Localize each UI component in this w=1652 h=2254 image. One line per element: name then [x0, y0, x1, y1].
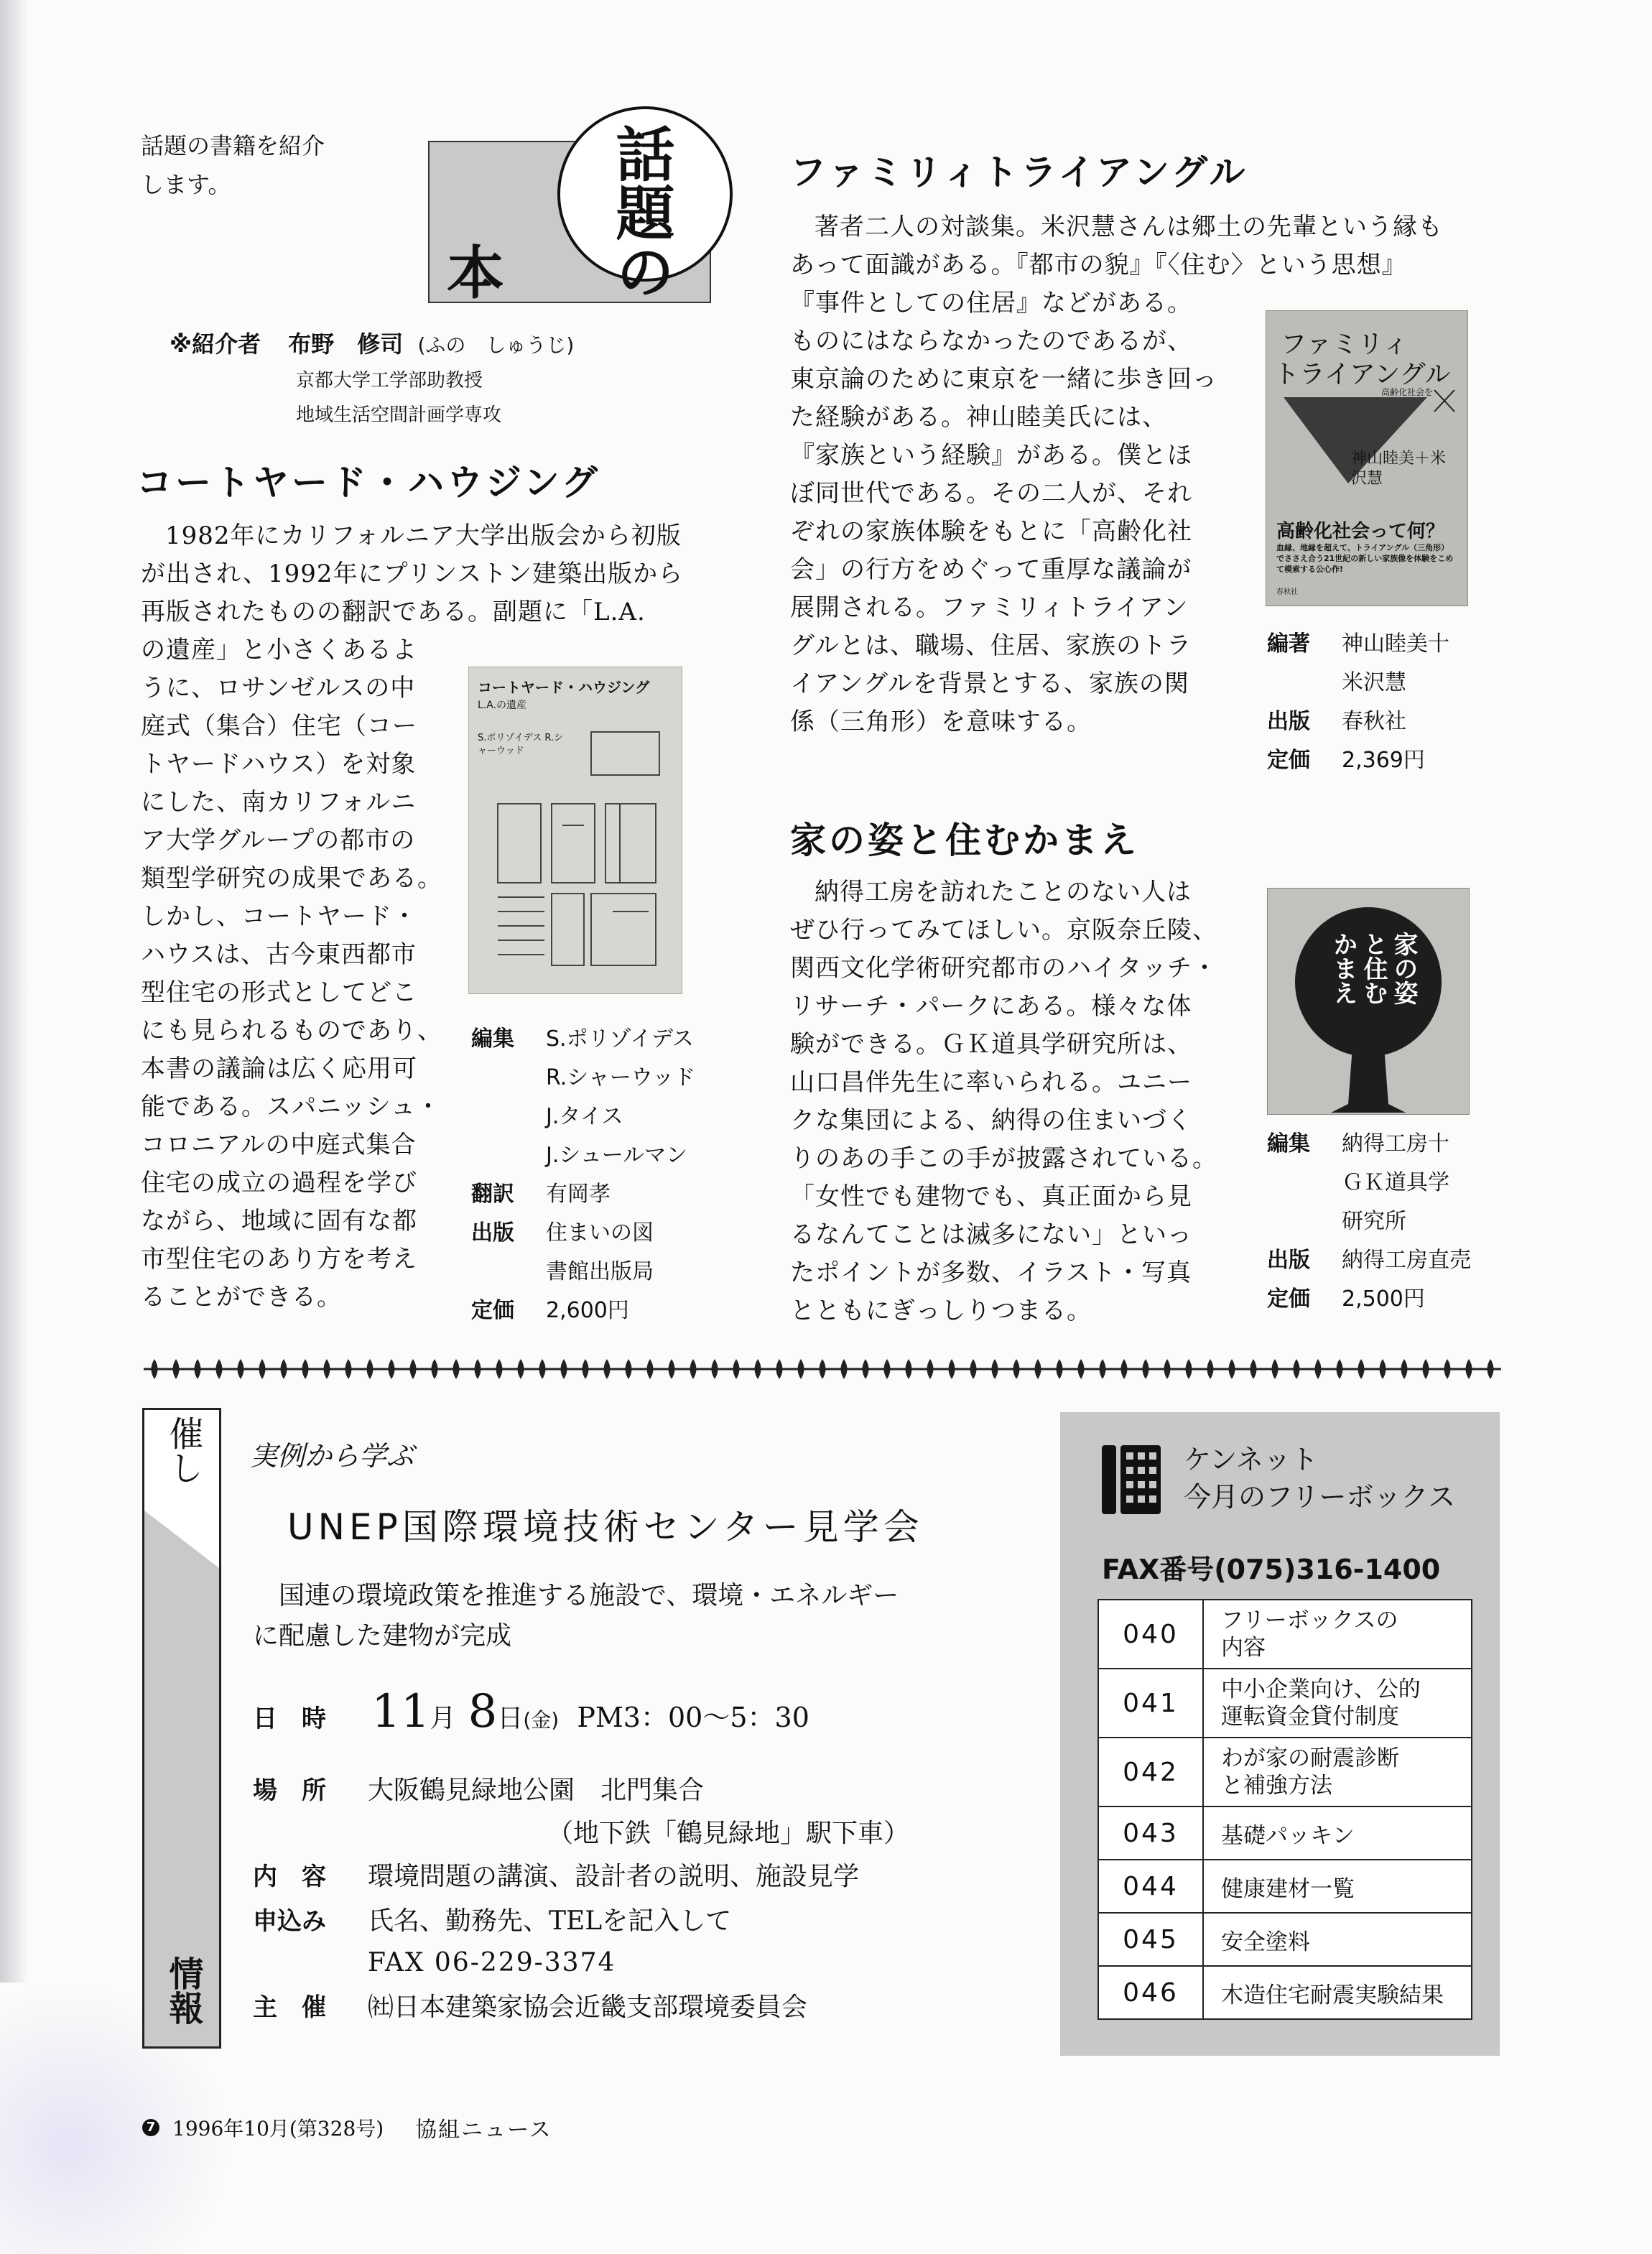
body-line: にした、南カリフォルニ — [141, 788, 417, 817]
cover-col2: と住む — [1359, 932, 1388, 1005]
date-day-unit: 日 — [497, 1704, 524, 1733]
intro-line: 話題の書籍を紹介 — [141, 132, 325, 159]
spec-value: 研究所 — [1342, 1209, 1406, 1234]
body-line: 本書の議論は広く応用可 — [141, 1054, 417, 1083]
body-line: 山口昌伴先生に率いられる。ユニー — [790, 1068, 1192, 1097]
box-title — [1203, 1738, 1472, 1807]
spec-key — [471, 1136, 546, 1175]
content-value: 環境問題の講演、設計者の説明、施設見学 — [368, 1862, 860, 1891]
spec-row — [1267, 1202, 1526, 1241]
page-number: 7 — [142, 2119, 159, 2136]
spec-key: 翻訳 — [471, 1182, 514, 1207]
footer — [142, 2112, 552, 2143]
body-line: 「女性でも建物でも、真正面から見 — [790, 1182, 1192, 1211]
spec-value: 書館出版局 — [546, 1259, 654, 1284]
body-line: 住宅の成立の過程を学び — [141, 1169, 417, 1197]
book3-title: 家の姿と住むかまえ — [790, 820, 1139, 861]
table-row — [1098, 1807, 1472, 1860]
date-month-num: 11 — [371, 1685, 430, 1738]
introducer-reading: (ふの しゅうじ) — [417, 333, 575, 357]
book2-body-narrow — [790, 323, 1217, 741]
spec-row — [471, 1136, 701, 1175]
spec-key — [471, 1098, 546, 1136]
spec-row — [1267, 1241, 1526, 1280]
table-row — [1098, 1860, 1472, 1913]
box-number: 040 — [1098, 1600, 1203, 1669]
spec-value: 2,600円 — [546, 1298, 629, 1323]
introducer-name: 布野 修司 — [288, 330, 404, 358]
spec-value: S.ポリゾイデス — [546, 1026, 694, 1052]
body-line: リサーチ・パークにある。様々な体 — [790, 992, 1192, 1021]
spec-row — [1267, 1280, 1526, 1319]
spec-key: 定価 — [471, 1298, 514, 1323]
spec-key — [1267, 664, 1342, 702]
body-line: るなんてことは滅多にない」といっ — [790, 1220, 1192, 1249]
body-line: 型住宅の形式としてどこ — [141, 978, 417, 1007]
cover-subtitle: 高齢化社会を — [1381, 387, 1434, 397]
body-line: にも見られるものであり、 — [141, 1016, 442, 1045]
book2-specs — [1267, 625, 1504, 780]
spec-key: 定価 — [1267, 1286, 1310, 1312]
body-line: 『家族という経験』がある。僕とほ — [790, 441, 1192, 470]
cover-col1: 家の姿 — [1389, 932, 1418, 1005]
table-row — [1098, 1913, 1472, 1966]
host-row — [253, 1984, 909, 2031]
content-row — [253, 1853, 909, 1901]
spec-key: 編集 — [1267, 1131, 1310, 1156]
table-row — [1098, 1738, 1472, 1807]
body-line: トヤードハウス）を対象 — [141, 750, 417, 779]
body-line: 東京論のために東京を一緒に歩き回っ — [790, 365, 1217, 394]
box-title-line: と補強方法 — [1221, 1773, 1332, 1799]
spec-key: 定価 — [1267, 748, 1310, 773]
apply-value: 氏名、勤務先、TELを記入して — [368, 1906, 732, 1936]
spec-row — [471, 1020, 701, 1059]
cover-publisher: 春秋社 — [1276, 588, 1298, 596]
spec-key: 編集 — [471, 1026, 514, 1052]
kennet-title-line2: 今月のフリーボックス — [1184, 1481, 1456, 1513]
spec-row — [1267, 741, 1504, 780]
spec-value: 春秋社 — [1342, 709, 1406, 734]
body-line: しかし、コートヤード・ — [141, 902, 417, 931]
cover-title: コートヤード・ハウジング — [478, 679, 650, 696]
book1-cover — [468, 667, 682, 994]
description-line: 国連の環境政策を推進する施設で、環境・エネルギー — [279, 1581, 899, 1610]
box-title-line: フリーボックスの — [1221, 1608, 1398, 1633]
description-line: に配慮した建物が完成 — [253, 1621, 512, 1651]
box-title — [1203, 1913, 1472, 1966]
date-weekday: (金) — [523, 1708, 560, 1732]
book2-title: ファミリィトライアングル — [790, 152, 1248, 193]
box-number: 045 — [1098, 1913, 1203, 1966]
kennet-title-line1: ケンネット — [1184, 1444, 1318, 1475]
cover-plan-drawings — [483, 725, 670, 983]
place-label: 場 所 — [253, 1776, 326, 1805]
date-time: PM3：00～5：30 — [577, 1702, 809, 1733]
body-line: グルとは、職場、住居、家族のトラ — [790, 631, 1192, 660]
body-line: 係（三角形）を意味する。 — [790, 708, 1092, 736]
body-line: が出され、1992年にプリンストン建築出版から — [141, 560, 684, 588]
body-line: た経験がある。神山睦美氏には、 — [790, 403, 1167, 432]
body-line: ハウスは、古今東西都市 — [141, 940, 417, 969]
book1-specs — [471, 1020, 701, 1330]
book2-cover — [1266, 310, 1468, 606]
box-number: 042 — [1098, 1738, 1203, 1807]
affiliation-line: 京都大学工学部助教授 — [296, 370, 483, 391]
box-title — [1203, 1669, 1472, 1738]
body-line: イアングルを背景とする、家族の関 — [790, 669, 1189, 698]
side-label-bottom: 情報 — [163, 1956, 203, 2025]
spec-row — [1267, 1164, 1526, 1202]
body-line: あって面識がある。『都市の貌』『〈住む〉という思想』 — [790, 251, 1407, 279]
spec-key — [471, 1059, 546, 1098]
box-title — [1203, 1807, 1472, 1860]
body-line: りのあの手この手が披露されている。 — [790, 1144, 1217, 1173]
body-line: 『事件としての住居』などがある。 — [790, 289, 1192, 317]
spec-value: 有岡孝 — [546, 1182, 611, 1207]
publication-name: 協組ニュース — [415, 2118, 552, 2143]
body-line: コロニアルの中庭式集合 — [141, 1131, 417, 1159]
badge-circle-text: 話題の — [606, 124, 674, 300]
event-date-row — [253, 1685, 809, 1738]
body-line: ぞれの家族体験をもとに「高齢化社 — [790, 517, 1192, 546]
box-title-line: 内容 — [1221, 1635, 1266, 1661]
body-line: たポイントが多数、イラスト・写真 — [790, 1258, 1192, 1287]
spec-row — [471, 1214, 701, 1253]
book1-body-full — [141, 517, 683, 631]
side-label-top: 催し — [163, 1416, 203, 1485]
body-line: とともにぎっしりつまる。 — [790, 1297, 1092, 1325]
body-line: の遺産」と小さくあるよ — [141, 636, 417, 664]
spec-value: 2,500円 — [1342, 1286, 1425, 1312]
body-line: ア大学グループの都市の — [141, 826, 416, 855]
date-label: 日 時 — [253, 1705, 326, 1733]
intro-text — [141, 126, 325, 204]
body-line: 納得工房を訪れたことのない人は — [815, 878, 1192, 906]
freebox-table — [1098, 1599, 1472, 2020]
body-line: うに、ロサンゼルスの中 — [141, 674, 416, 702]
place-note: （地下鉄「鶴見緑地」駅下車） — [547, 1819, 910, 1848]
spec-key — [1267, 1164, 1342, 1202]
place-row — [253, 1767, 909, 1814]
introducer-label: ※紹介者 — [170, 330, 261, 358]
book3-cover — [1267, 888, 1470, 1115]
book3-specs — [1267, 1125, 1526, 1319]
table-row — [1098, 1966, 1472, 2019]
kennet-panel — [1060, 1412, 1500, 2056]
host-label: 主 催 — [253, 1993, 326, 2022]
side-label-wedge — [144, 1410, 219, 2046]
date-month-unit: 月 — [430, 1704, 456, 1733]
box-title-line: 健康建材一覧 — [1221, 1875, 1355, 1902]
body-line: ながら、地域に固有な都 — [141, 1207, 417, 1235]
box-title-line: 運転資金貸付制度 — [1221, 1704, 1399, 1730]
event-description — [253, 1576, 899, 1656]
fax-row — [253, 1942, 909, 1984]
event-title: UNEP国際環境技術センター見学会 — [287, 1506, 924, 1548]
body-line: 市型住宅のあり方を考え — [141, 1245, 417, 1274]
cover-subtitle: L.A.の遺産 — [478, 700, 527, 711]
host-value: ㈳日本建築家協会近畿支部環境委員会 — [368, 1993, 808, 2022]
box-title-line: 木造住宅耐震実験結果 — [1221, 1982, 1444, 2008]
apply-label: 申込み — [253, 1907, 326, 1936]
issue-date: 1996年10月(第328号) — [172, 2117, 384, 2141]
fax-value: FAX 06-229-3374 — [368, 1948, 616, 1977]
spec-value: 神山睦美十 — [1342, 631, 1449, 657]
spec-row — [471, 1059, 701, 1098]
body-line: 関西文化学術研究都市のハイタッチ・ — [790, 954, 1217, 983]
body-line: クな集団による、納得の住まいづく — [790, 1106, 1192, 1135]
spec-key: 出版 — [1267, 1248, 1310, 1273]
box-title — [1203, 1966, 1472, 2019]
ornament-divider — [144, 1356, 1501, 1382]
body-line: ぼ同世代である。その二人が、それ — [790, 479, 1192, 508]
body-line: ものにはならなかったのであるが、 — [790, 327, 1192, 356]
cover-tagline: 高齢化社会って何？ — [1276, 521, 1445, 542]
cover-authors: S.ポリゾイデス R.シャーウッド — [478, 733, 564, 756]
cover-authors: 神山睦美＋米沢慧 — [1351, 450, 1447, 488]
body-line: 著者二人の対談集。米沢慧さんは郷土の先輩という縁も — [815, 213, 1443, 241]
spec-key — [1267, 1202, 1342, 1241]
spec-value: 住まいの図 — [546, 1220, 654, 1246]
introducer-affiliation — [296, 363, 501, 432]
spec-row — [471, 1291, 701, 1330]
spec-value: ＧＫ道具学 — [1342, 1170, 1449, 1195]
spec-value: 納得工房十 — [1342, 1131, 1449, 1156]
affiliation-line: 地域生活空間計画学専攻 — [296, 404, 502, 426]
event-side-label — [142, 1408, 221, 2049]
badge-main-char: 本 — [447, 239, 504, 307]
body-line: 庭式（集合）住宅（コー — [141, 712, 417, 741]
spec-key: 出版 — [1267, 709, 1310, 734]
box-title-line: 基礎パッキン — [1221, 1822, 1355, 1849]
body-line: ぜひ行ってみてほしい。京阪奈丘陵、 — [790, 916, 1217, 945]
body-line: 展開される。ファミリィトライアン — [790, 593, 1189, 622]
box-title-line: 安全塗料 — [1221, 1929, 1310, 1955]
body-line: ることができる。 — [141, 1283, 342, 1312]
cover-title-line1: ファミリィ — [1281, 330, 1409, 359]
spec-row — [471, 1253, 701, 1291]
box-number: 041 — [1098, 1669, 1203, 1738]
box-title-line: わが家の耐震診断 — [1221, 1745, 1399, 1771]
body-line: 能である。スパニッシュ・ — [141, 1093, 441, 1121]
kennet-title — [1184, 1441, 1455, 1516]
apply-row — [253, 1901, 909, 1942]
cover-blurb: 血縁、地縁を超えて、トライアングル（三角形）でささえ合う21世紀の新しい家族像を体験をこめて模索する公心作! — [1276, 543, 1454, 574]
cover-title-line2: トライアングル — [1273, 360, 1451, 389]
book1-body-narrow — [141, 631, 442, 1317]
spec-value: J.シュールマン — [546, 1143, 688, 1168]
spec-key: 出版 — [471, 1220, 514, 1246]
spec-key: 編著 — [1267, 631, 1310, 657]
book1-title: コートヤード・ハウジング — [136, 462, 600, 504]
spec-row — [1267, 664, 1504, 702]
book3-body — [790, 873, 1217, 1330]
body-line: 1982年にカリフォルニア大学出版会から初版 — [165, 521, 682, 550]
phone-fax-icon — [1102, 1445, 1161, 1514]
left-edge-shadow — [0, 0, 29, 2254]
body-line: 会」の行方をめぐって重厚な議論が — [790, 555, 1192, 584]
spec-value: R.シャーウッド — [546, 1065, 696, 1090]
spec-value: 納得工房直売 — [1342, 1248, 1471, 1273]
spec-row — [471, 1175, 701, 1214]
box-title-line: 中小企業向け、公的 — [1221, 1676, 1421, 1702]
box-title — [1203, 1600, 1472, 1669]
intro-line: します。 — [141, 171, 231, 198]
body-line: 験ができる。ＧＫ道具学研究所は、 — [790, 1030, 1192, 1059]
book2-body-full — [790, 208, 1443, 323]
cover-col3: かまえ — [1329, 932, 1358, 1005]
body-line: 類型学研究の成果である。 — [141, 864, 442, 893]
spec-value: 米沢慧 — [1342, 670, 1406, 695]
spec-row — [471, 1098, 701, 1136]
spec-row — [1267, 625, 1504, 664]
introducer-line — [170, 326, 574, 359]
place-note-row — [253, 1814, 909, 1853]
box-number: 043 — [1098, 1807, 1203, 1860]
event-kicker: 実例から学ぶ — [250, 1440, 414, 1472]
box-number: 044 — [1098, 1860, 1203, 1913]
kennet-fax: FAX番号(075)316-1400 — [1102, 1554, 1441, 1585]
place-value: 大阪鶴見緑地公園 北門集合 — [368, 1776, 705, 1805]
content-label: 内 容 — [253, 1863, 326, 1891]
spec-row — [1267, 702, 1504, 741]
box-title — [1203, 1860, 1472, 1913]
table-row — [1098, 1600, 1472, 1669]
box-number: 046 — [1098, 1966, 1203, 2019]
date-day-num: 8 — [468, 1685, 498, 1738]
spec-value: 2,369円 — [1342, 748, 1425, 773]
table-row — [1098, 1669, 1472, 1738]
spec-value: J.タイス — [546, 1104, 623, 1129]
spec-key — [471, 1253, 546, 1291]
spec-row — [1267, 1125, 1526, 1164]
event-details — [253, 1767, 909, 2031]
body-line: 再版されたものの翻訳である。副題に「L.A. — [141, 598, 646, 626]
